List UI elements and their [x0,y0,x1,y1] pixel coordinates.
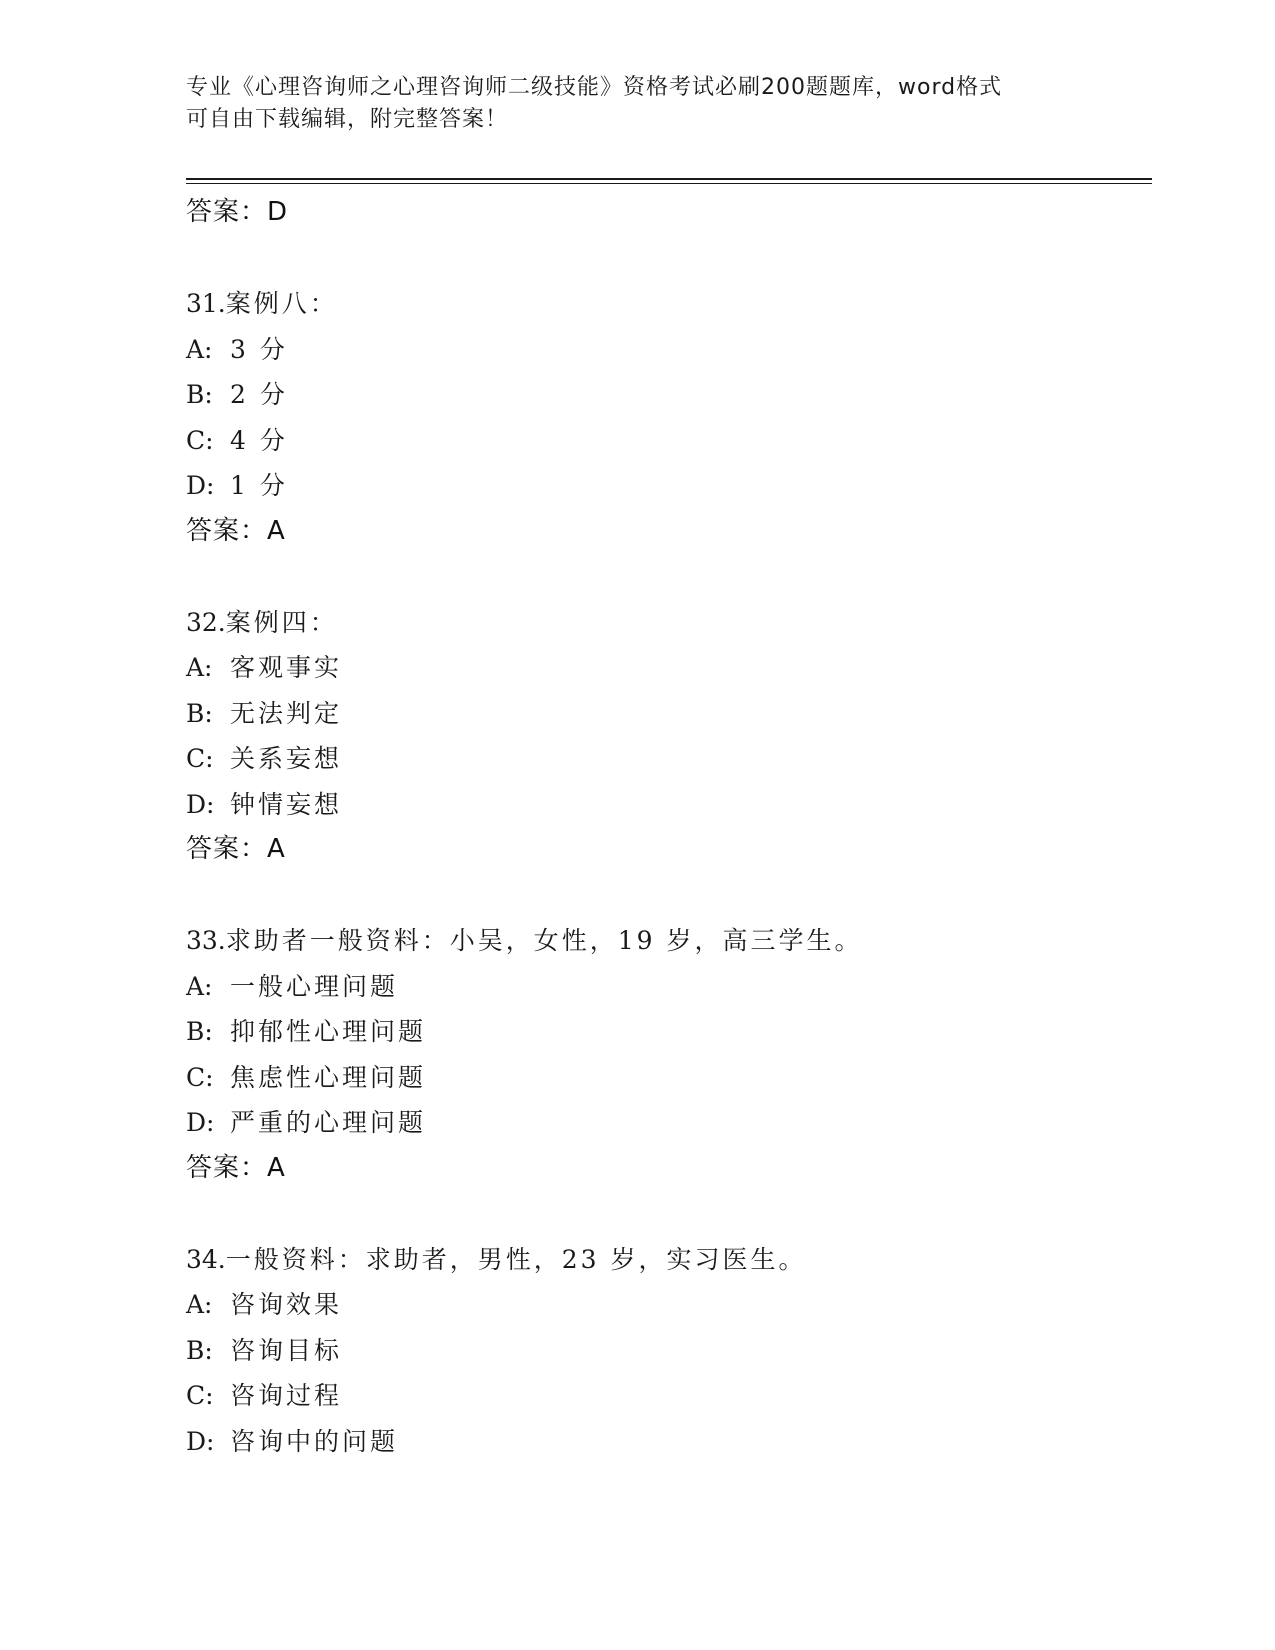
option-d [186,782,1152,828]
option-letter: B: [186,1017,213,1046]
option-b [186,1328,1152,1374]
question-list [186,190,1152,1464]
option-a [186,645,1152,691]
answer-line: 答案：A [186,1152,286,1183]
option-a [186,1282,1152,1328]
option-text: 客观事实 [230,653,343,682]
option-letter: B: [186,380,213,409]
option-d [186,1419,1152,1465]
option-text: 焦虑性心理问题 [230,1062,427,1092]
question-text: 案例四： [225,607,338,637]
question-text: 一般资料：求助者，男性，23 岁，实习医生。 [225,1244,807,1274]
answer-line: 答案：A [186,834,286,864]
option-text: 3 分 [230,334,288,364]
header-divider-thin [186,183,1152,184]
option-d [186,463,1152,509]
option-text: 抑郁性心理问题 [230,1017,427,1046]
answer-line: 答案：A [186,515,286,546]
option-letter: B: [186,698,213,728]
option-letter: C: [186,744,214,773]
option-letter: C: [186,1381,214,1410]
option-text: 咨询中的问题 [230,1426,399,1456]
question-number: 31. [186,289,226,318]
option-text: 4 分 [230,425,288,455]
question-stem [186,600,1152,646]
option-text: 无法判定 [230,698,343,728]
question-text: 案例八： [225,289,338,318]
option-letter: D: [186,471,215,500]
option-letter: C: [186,425,214,455]
option-letter: C: [186,1062,214,1092]
option-letter: A: [186,653,213,682]
option-a [186,327,1152,373]
option-letter: A: [186,334,213,364]
option-text: 关系妄想 [230,744,343,773]
option-c [186,1373,1152,1419]
question-33 [186,918,1152,1191]
option-letter: A: [186,1290,213,1319]
option-text: 咨询效果 [230,1290,343,1319]
question-32 [186,600,1152,873]
header-divider-thick [186,178,1152,180]
option-text: 严重的心理问题 [230,1108,427,1137]
option-text: 1 分 [230,471,288,500]
option-b [186,372,1152,418]
question-stem [186,281,1152,327]
question-number: 32. [186,607,226,637]
header-line-1: 专业《心理咨询师之心理咨询师二级技能》资格考试必刷200题题库，word格式 [186,75,1003,100]
question-stem [186,918,1152,964]
question-number: 33. [186,926,226,955]
option-text: 钟情妄想 [230,789,343,819]
option-text: 咨询目标 [230,1335,343,1365]
option-letter: B: [186,1335,213,1365]
option-letter: D: [186,1426,215,1456]
question-text: 求助者一般资料：小吴，女性，19 岁，高三学生。 [225,926,863,955]
option-letter: D: [186,789,215,819]
option-text: 一般心理问题 [230,971,399,1001]
option-c [186,418,1152,464]
option-letter: D: [186,1108,215,1137]
document-header [186,72,1086,136]
option-text: 2 分 [230,380,288,409]
previous-answer: 答案：D [186,197,289,227]
option-b [186,691,1152,737]
option-c [186,1055,1152,1101]
option-c [186,736,1152,782]
option-letter: A: [186,971,213,1001]
question-31 [186,281,1152,554]
question-34 [186,1237,1152,1465]
option-a [186,964,1152,1010]
option-b [186,1009,1152,1055]
header-line-2: 可自由下载编辑，附完整答案！ [186,107,509,132]
question-number: 34. [186,1244,226,1274]
option-text: 咨询过程 [230,1381,343,1410]
option-d [186,1100,1152,1146]
question-stem [186,1237,1152,1283]
